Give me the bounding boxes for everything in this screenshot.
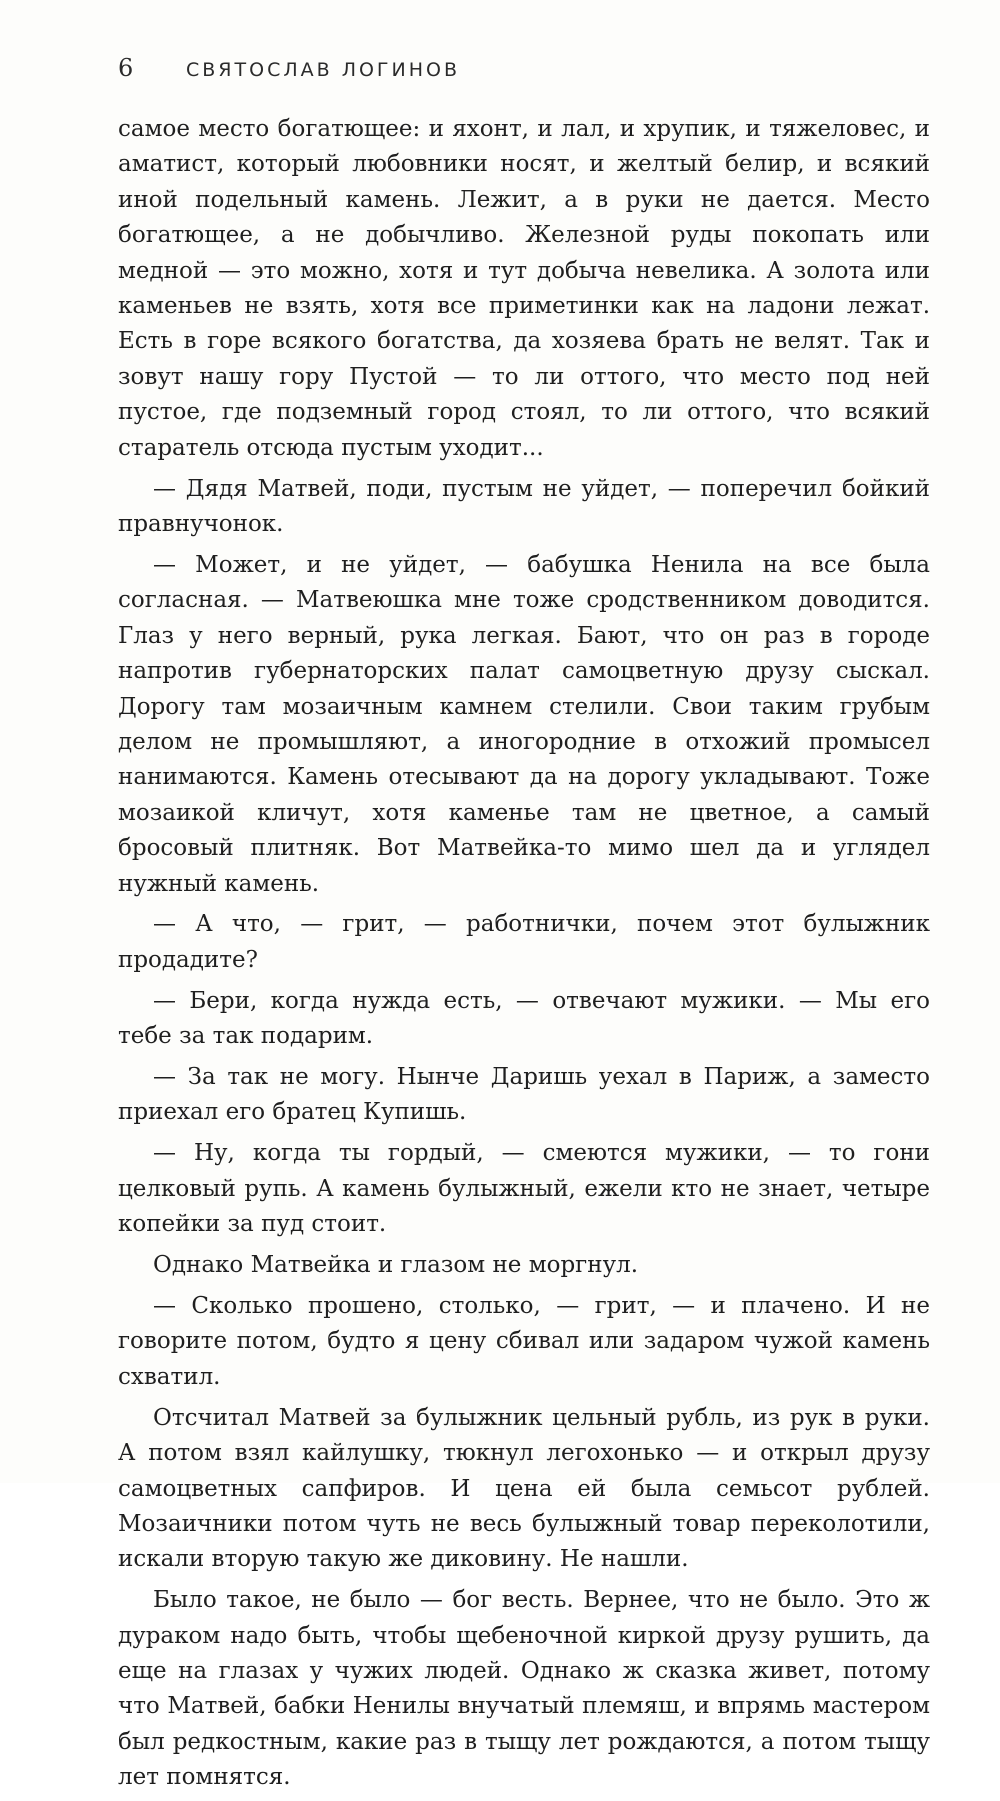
paragraph: — За так не могу. Нынче Даришь уехал в Париж, а заместо приехал его братец Купишь. bbox=[118, 1064, 930, 1126]
paragraph: — Может, и не уйдет, — бабушка Ненила на все была согласная. — Матвеюшка мне тоже сродственником доводится. Глаз у него верный, рука легкая. Бают, что он раз в городе напротив губернаторских палат самоцветную друзу сыскал. Дорогу там мозаичным камнем стелили. Свои таким грубым делом не промышляют, а иногородние в отхожий промысел нанимаются. Камень отесывают да на дорогу укладывают. Тоже мозаикой кличут, хотя каменье там не цветное, а самый бросовый плитняк. Вот Матвейка-то мимо шел да и углядел нужный камень. bbox=[118, 551, 930, 897]
paragraph: — Дядя Матвей, поди, пустым не уйдет, — поперечил бойкий правнучонок. bbox=[118, 475, 930, 537]
paragraph: — Сколько прошено, столько, — грит, — и плачено. И не говорите потом, будто я цену сбивал или задаром чужой камень схватил. bbox=[118, 1293, 930, 1390]
paragraph: — А что, — грит, — работнички, почем этот булыжник продадите? bbox=[118, 911, 930, 973]
body-text bbox=[118, 112, 930, 1801]
page-number: 6 bbox=[118, 54, 134, 82]
paragraph: — Бери, когда нужда есть, — отвечают мужики. — Мы его тебе за так подарим. bbox=[118, 987, 930, 1050]
paragraph: Отсчитал Матвей за булыжник цельный рубль, из рук в руки. А потом взял кайлушку, тюкнул легохонько — и открыл друзу самоцветных сапфиров. И цена ей была семьсот рублей. Мозаичники потом чуть не весь булыжный товар переколотили, искали вторую такую же диковину. Не нашли. bbox=[118, 1404, 930, 1573]
paragraph: Было такое, не было — бог весть. Вернее, что не было. Это ж дураком надо быть, чтобы щебеночной киркой друзу рушить, да еще на глазах у чужих людей. Однако ж сказка живет, потому что Матвей, бабки Ненилы внучатый племяш, и впрямь мастером был редкостным, какие раз в тыщу лет рождаются, а потом тыщу лет помнятся. bbox=[118, 1587, 930, 1791]
paragraph: — Ну, когда ты гордый, — смеются мужики, — то гони целковый рупь. А камень булыжный, ежели кто не знает, четыре копейки за пуд стоит. bbox=[118, 1140, 930, 1238]
paragraph: самое место богатющее: и яхонт, и лал, и хрупик, и тяжеловес, и аматист, который любовники носят, и желтый белир, и всякий иной подельный камень. Лежит, а в руки не дается. Место богатющее, а не добычливо. Железной руды покопать или медной — это можно, хотя и тут добыча невелика. А золота или каменьев не взять, хотя все приметинки как на ладони лежат. Есть в горе всякого богатства, да хозяева брать не велят. Так и зовут нашу гору Пустой — то ли оттого, что место под ней пустое, где подземный город стоял, то ли оттого, что всякий старатель отсюда пустым уходит... bbox=[118, 116, 930, 461]
book-author: СВЯТОСЛАВ ЛОГИНОВ bbox=[186, 59, 461, 81]
running-head bbox=[118, 54, 460, 88]
paragraph: Однако Матвейка и глазом не моргнул. bbox=[153, 1252, 639, 1279]
